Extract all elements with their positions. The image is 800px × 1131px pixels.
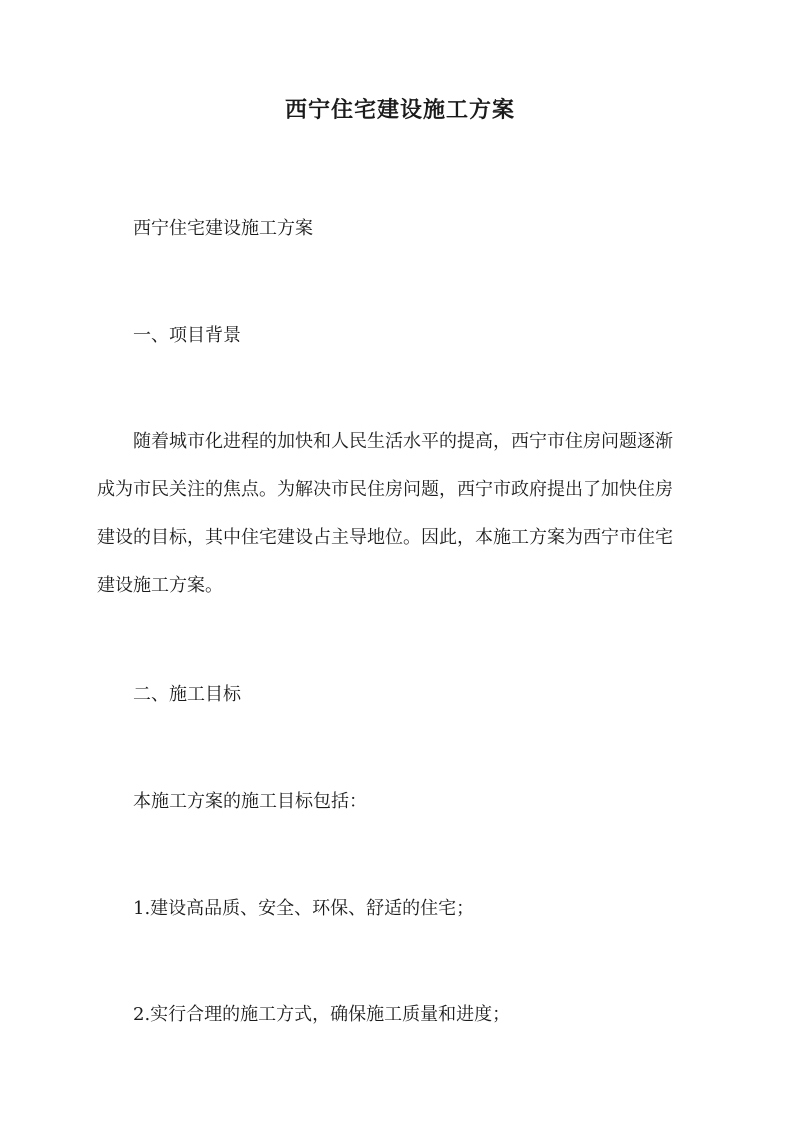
background-paragraph-line-3: 建设的目标，其中住宅建设占主导地位。因此，本施工方案为西宁市住宅	[97, 527, 673, 548]
document-title: 西宁住宅建设施工方案	[284, 97, 515, 123]
background-paragraph-line-1: 随着城市化进程的加快和人民生活水平的提高，西宁市住房问题逐渐	[133, 431, 673, 452]
section-heading-goals: 二、施工目标	[133, 684, 241, 705]
section-heading-background: 一、项目背景	[133, 325, 241, 346]
goals-item-2: 2.实行合理的施工方式，确保施工质量和进度；	[133, 1004, 511, 1025]
background-paragraph-line-2: 成为市民关注的焦点。为解决市民住房问题，西宁市政府提出了加快住房	[97, 479, 673, 500]
goals-item-1: 1.建设高品质、安全、环保、舒适的住宅；	[133, 898, 475, 919]
background-paragraph-line-4: 建设施工方案。	[97, 575, 223, 596]
goals-intro: 本施工方案的施工目标包括：	[133, 791, 367, 812]
document-subtitle: 西宁住宅建设施工方案	[133, 218, 313, 239]
